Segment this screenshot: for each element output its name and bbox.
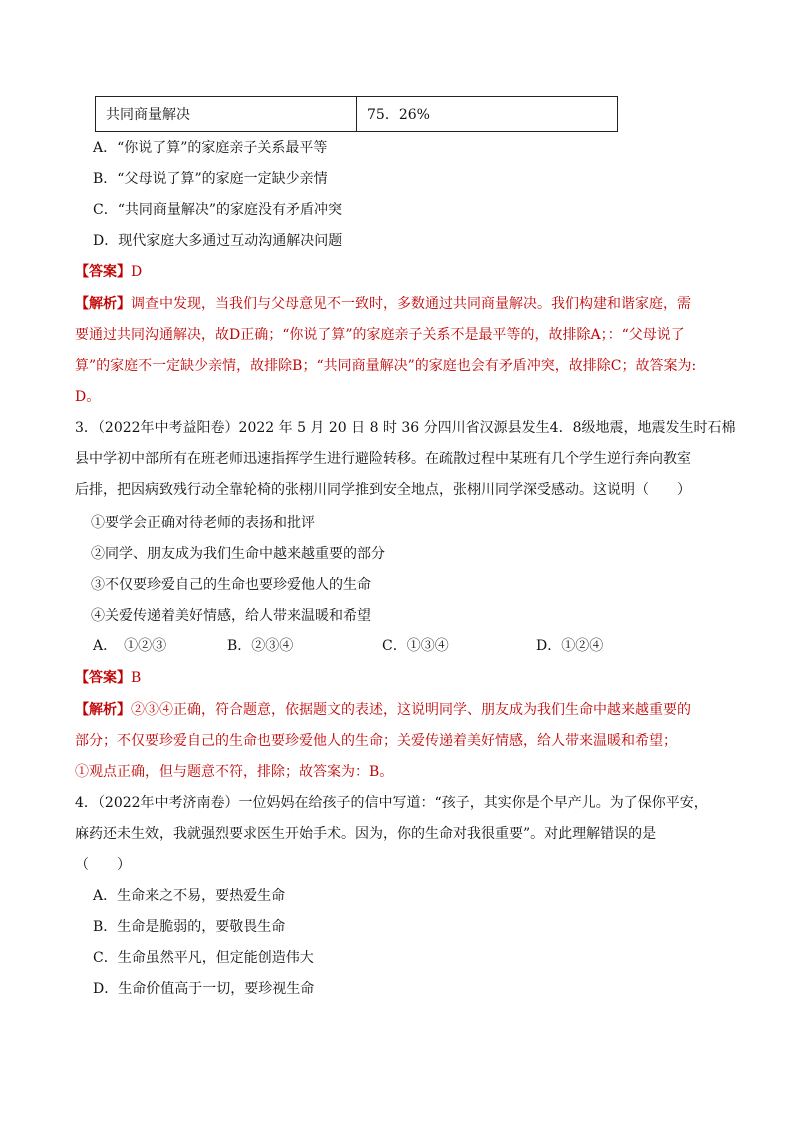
q2-analysis-line: D。	[75, 389, 101, 405]
q2-analysis-line: 算”的家庭不一定缺少亲情，故排除B；“共同商量解决”的家庭也会有矛盾冲突，故排除C；故答案为:	[75, 358, 697, 374]
q2-answer	[75, 262, 142, 282]
analysis-tag: 【解析】	[75, 702, 131, 718]
q3-option-c: C．①③④	[382, 638, 449, 654]
q3-analysis-line: ①观点正确，但与题意不符，排除；故答案为：B。	[75, 764, 394, 780]
survey-table	[95, 96, 618, 132]
answer-value: D	[131, 264, 143, 280]
q3-analysis-line: 部分；不仅要珍爱自己的生命也要珍爱他人的生命；关爱传递着美好情感，给人带来温暖和希望；	[75, 733, 677, 749]
answer-tag: 【答案】	[75, 264, 131, 280]
q3-option-b: B．②③④	[227, 638, 294, 654]
q2-analysis-line: 【解析】调查中发现，当我们与父母意见不一致时，多数通过共同商量解决。我们构建和谐家庭，需	[75, 296, 691, 312]
q2-analysis-line: 要通过共同沟通解决，故D正确；“你说了算”的家庭亲子关系不是最平等的，故排除A；：“父母说了	[75, 327, 685, 343]
q2-option-b: B．“父母说了算”的家庭一定缺少亲情	[93, 171, 328, 187]
q3-item: ①要学会正确对待老师的表扬和批评	[91, 515, 315, 531]
q3-item: ③不仅要珍爱自己的生命也要珍爱他人的生命	[91, 577, 371, 593]
q2-option-a: A．“你说了算”的家庭亲子关系最平等	[93, 140, 328, 156]
q2-option-c: C．“共同商量解决”的家庭没有矛盾冲突	[93, 202, 343, 218]
q3-item: ②同学、朋友成为我们生命中越来越重要的部分	[91, 546, 385, 562]
q3-item: ④关爱传递着美好情感，给人带来温暖和希望	[91, 608, 371, 624]
q3-stem-line: 3．（2022年中考益阳卷）2022 年 5 月 20 日 8 时 36 分四川省汉源县发生4．8级地震，地震发生时石棉	[75, 420, 736, 436]
q4-option-c: C．生命虽然平凡，但定能创造伟大	[93, 950, 314, 966]
table-row	[96, 97, 618, 132]
q3-option-a: A． ①②③	[93, 638, 167, 654]
q4-stem-line: （ ）	[75, 857, 131, 873]
q3-analysis-line: 【解析】②③④正确，符合题意，依据题文的表述，这说明同学、朋友成为我们生命中越来越重要的	[75, 702, 691, 718]
q4-stem-line: 4．（2022年中考济南卷）一位妈妈在给孩子的信中写道：“孩子，其实你是个早产儿。为了保你平安，	[75, 795, 708, 811]
q4-option-b: B．生命是脆弱的，要敬畏生命	[93, 919, 286, 935]
answer-tag: 【答案】	[75, 670, 131, 686]
q3-stem-line: 后排，把因病致残行动全靠轮椅的张栩川同学推到安全地点，张栩川同学深受感动。这说明（ ）	[75, 482, 691, 498]
table-cell-percent: 75．26%	[357, 97, 618, 132]
q3-option-d: D．①②④	[536, 638, 604, 654]
q3-stem-line: 县中学初中部所有在班老师迅速指挥学生进行避险转移。在疏散过程中某班有几个学生逆行奔向教室	[75, 451, 691, 467]
table-cell-method: 共同商量解决	[96, 97, 357, 132]
analysis-tag: 【解析】	[75, 296, 131, 312]
q4-option-a: A．生命来之不易，要热爱生命	[93, 888, 286, 904]
q4-option-d: D．生命价值高于一切，要珍视生命	[93, 981, 315, 997]
q4-stem-line: 麻药还未生效，我就强烈要求医生开始手术。因为，你的生命对我很重要”。对此理解错误的是	[75, 826, 657, 842]
q2-option-d: D．现代家庭大多通过互动沟通解决问题	[93, 233, 343, 249]
answer-value: B	[131, 670, 142, 686]
q3-answer	[75, 668, 141, 688]
